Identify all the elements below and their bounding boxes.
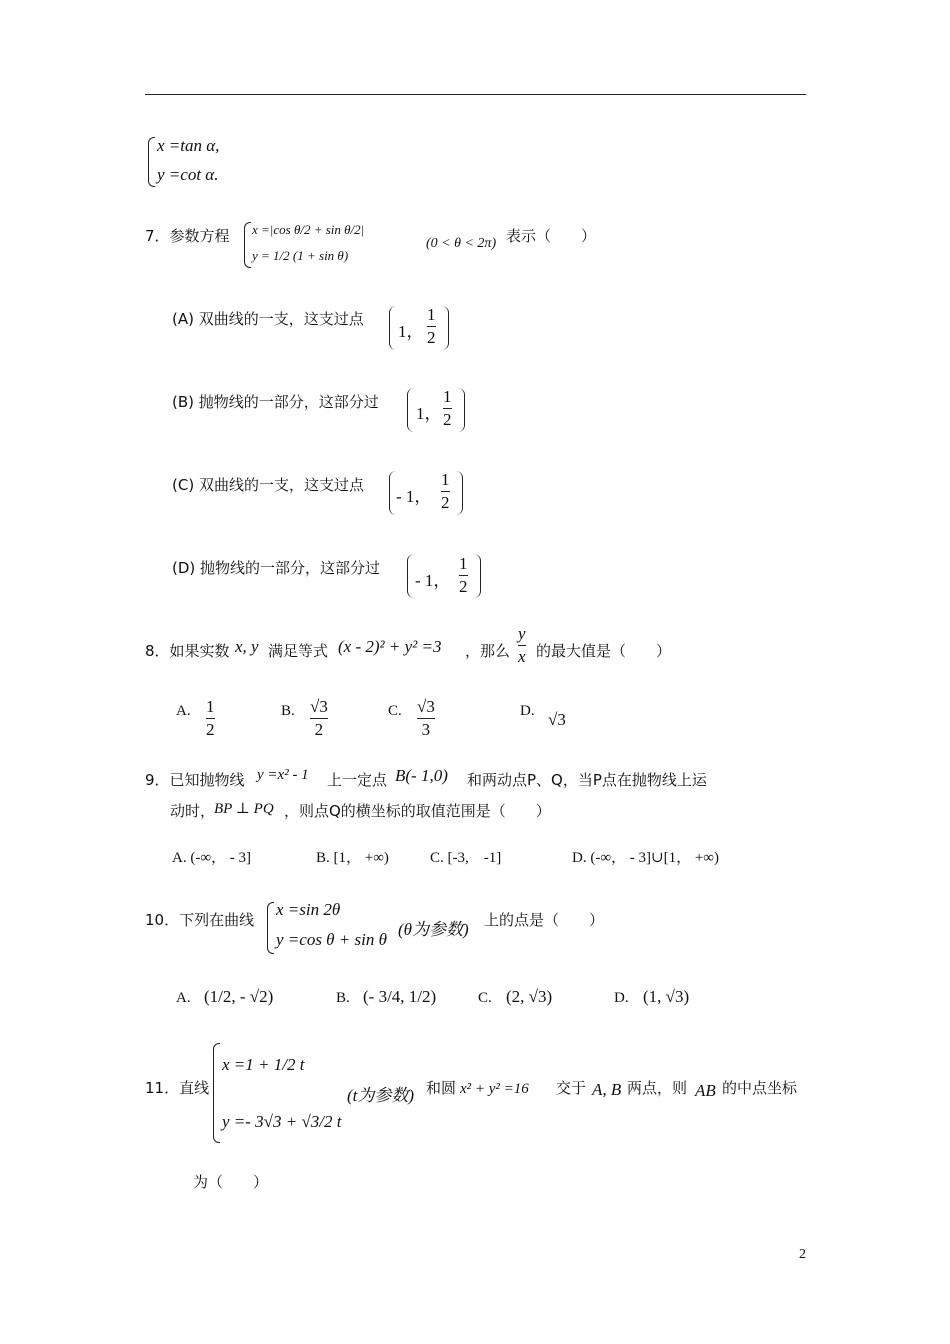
q10-sys-line2: y =cos θ + sin θ: [276, 930, 387, 949]
q10-option-d-value: (1, √3): [643, 987, 690, 1006]
q8-stem-3: ，那么: [465, 642, 511, 660]
q9-line1-b: 上一定点: [327, 771, 388, 789]
fraction-half: 1 2: [427, 305, 436, 347]
q9-line1-a: 9．已知抛物线: [145, 771, 245, 789]
q10-option-c-value: (2, √3): [506, 987, 553, 1006]
q9-condition: BP ⊥ PQ: [214, 801, 274, 817]
q10-option-b-value: (- 3/4, 1/2): [363, 987, 437, 1006]
paren-right: [442, 306, 449, 350]
q9-option-b: B. [1， +∞): [316, 850, 389, 866]
q11-sys-line2: y =- 3√3 + √3/2 t: [222, 1112, 342, 1131]
q9-option-a: A. (-∞， - 3]: [172, 850, 252, 866]
q11-circle: x² + y² =16: [460, 1081, 529, 1097]
q7-tail: 表示（ ）: [506, 227, 597, 245]
q8-option-c-label: C.: [388, 703, 402, 719]
paren-left: [407, 388, 414, 432]
page-number: 2: [799, 1247, 806, 1262]
q11-mid-3: 两点，则: [627, 1079, 688, 1097]
fraction-half: 1 2: [459, 554, 468, 596]
q7-option-c: (C) 双曲线的一支，这支过点: [172, 476, 364, 494]
system-brace: [148, 137, 155, 187]
q11-mid-2: 交于: [556, 1079, 587, 1097]
q8-option-d-value: √3: [548, 710, 566, 729]
q10-sys-line1: x =sin 2θ: [276, 900, 341, 919]
q10-tail: 上的点是（ ）: [484, 911, 605, 929]
fraction-half: 1 2: [441, 470, 450, 512]
q10-option-c-label: C.: [478, 990, 492, 1006]
q8-option-a-label: A.: [176, 703, 191, 719]
q8-option-b-label: B.: [281, 703, 295, 719]
q10-stem: 10．下列在曲线: [145, 911, 255, 929]
q8-stem-1: 8．如果实数: [145, 642, 230, 660]
header-rule: [145, 94, 806, 95]
sys6-line1: x =tan α,: [157, 136, 220, 155]
q7-option-d: (D) 抛物线的一部分，这部分过: [172, 559, 381, 577]
q9-line2-a: 动时，: [170, 802, 216, 820]
q7-sys-line2: y = 1/2 (1 + sin θ): [252, 248, 349, 263]
q8-option-b-value: √3 2: [310, 697, 328, 739]
q10-option-a-value: (1/2, - √2): [204, 987, 274, 1006]
q8-stem-2: 满足等式: [268, 642, 329, 660]
q9-curve: y =x² - 1: [257, 767, 309, 783]
q8-fraction: y x: [518, 624, 526, 666]
q8-option-a-value: 1 2: [206, 697, 215, 739]
q7-option-a: (A) 双曲线的一支，这支过点: [172, 310, 364, 328]
q11-mid-1: 和圆: [426, 1079, 457, 1097]
q7-sys-line1: x =|cos θ/2 + sin θ/2|: [252, 222, 365, 237]
sys6-line2: y =cot α.: [157, 165, 219, 184]
q8-stem-4: 的最大值是（ ）: [536, 642, 672, 660]
q7-range: (0 < θ < 2π): [426, 236, 497, 251]
q10-brace: [267, 902, 274, 954]
q11-line2: 为（ ）: [193, 1173, 269, 1191]
q8-vars: x, y: [235, 637, 259, 656]
q11-sys-line1: x =1 + 1/2 t: [222, 1055, 305, 1074]
q9-line2-b: ，则点Q的横坐标的取值范围是（ ）: [284, 802, 551, 820]
q9-option-c: C. [-3, -1]: [430, 850, 502, 866]
q10-option-a-label: A.: [176, 990, 191, 1006]
q11-tail: 的中点坐标: [722, 1079, 798, 1097]
q9-option-d: D. (-∞， - 3]∪[1， +∞): [572, 850, 719, 866]
q8-option-c-value: √3 3: [417, 697, 435, 739]
q8-equation: (x - 2)² + y² =3: [338, 637, 442, 656]
q11-param: (t为参数): [347, 1086, 415, 1105]
point-x: - 1，: [396, 487, 432, 506]
q9-line1-c: 和两动点P、Q，当P点在抛物线上运: [467, 771, 707, 789]
point-x: 1，: [398, 322, 424, 341]
q10-option-b-label: B.: [336, 990, 350, 1006]
q7-option-b: (B) 抛物线的一部分，这部分过: [172, 393, 379, 411]
q11-brace: [213, 1043, 220, 1143]
q11-stem: 11．直线: [145, 1079, 210, 1097]
paren-left: [389, 306, 396, 350]
paren-right: [474, 554, 481, 598]
paren-left: [407, 554, 414, 598]
point-x: - 1，: [415, 571, 451, 590]
q10-param: (θ为参数): [398, 920, 469, 939]
q10-option-d-label: D.: [614, 990, 629, 1006]
paren-right: [458, 388, 465, 432]
q11-segment: AB: [695, 1081, 716, 1100]
paren-left: [389, 471, 396, 515]
q7-brace: [244, 222, 251, 268]
paren-right: [456, 471, 463, 515]
q7-stem: 7．参数方程: [145, 227, 230, 245]
q9-point-b: B(- 1,0): [395, 766, 448, 785]
q11-points: A, B: [592, 1080, 622, 1099]
fraction-half: 1 2: [443, 387, 452, 429]
point-x: 1，: [416, 404, 442, 423]
q8-option-d-label: D.: [520, 703, 535, 719]
